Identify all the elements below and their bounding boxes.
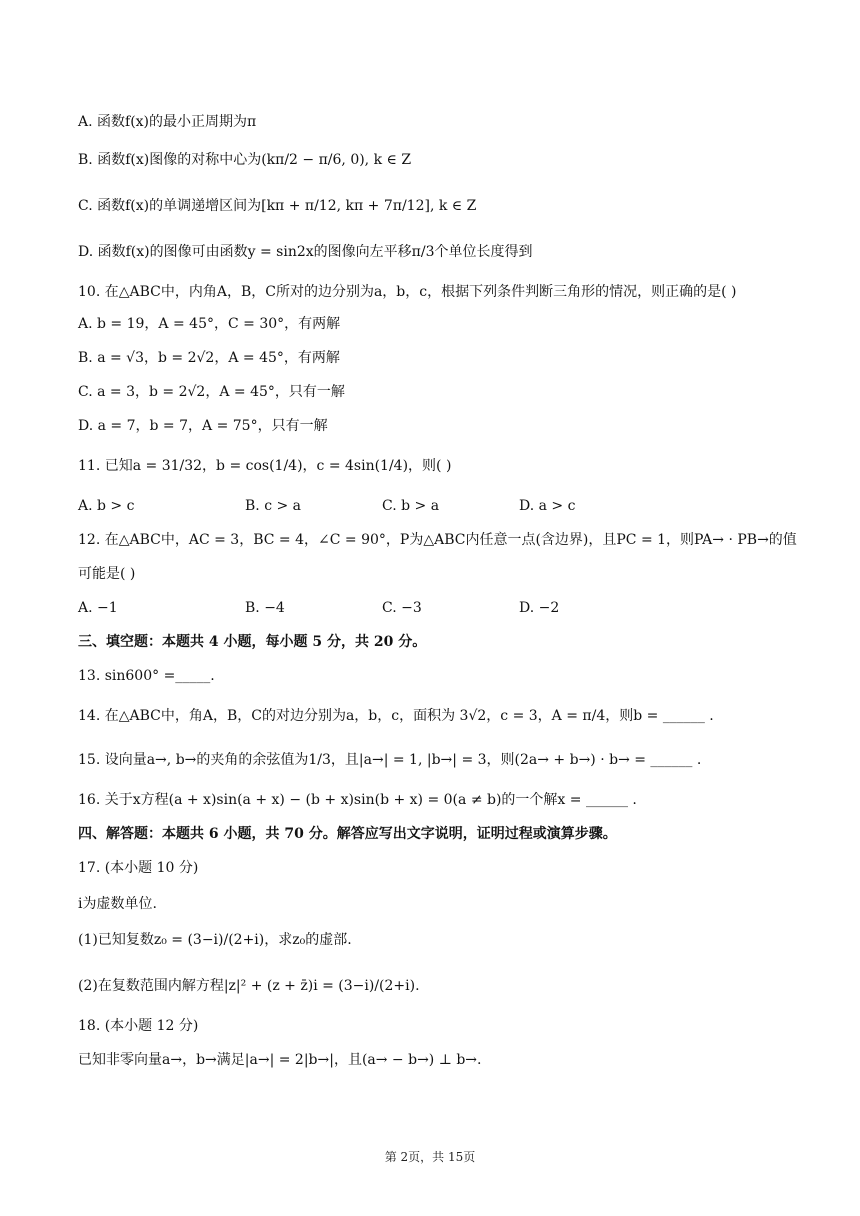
q11-option-a: A. b > c	[78, 498, 135, 514]
q9-option-b: B. 函数f(x)图像的对称中心为(kπ/2 − π/6, 0), k ∈ Z	[78, 152, 412, 168]
q17-part1: (1)已知复数z₀ = (3−i)/(2+i)，求z₀的虚部.	[78, 932, 352, 948]
q11-options	[78, 496, 778, 516]
q12-stem-line1: 12. 在△ABC中，AC = 3，BC = 4，∠C = 90°，P为△ABC内任意一点(含边界)，且PC = 1，则PA→ · PB→的值	[78, 532, 797, 548]
section3-heading: 三、填空题：本题共 4 小题，每小题 5 分，共 20 分。	[78, 634, 427, 650]
q10-stem: 10. 在△ABC中，内角A，B，C所对的边分别为a，b，c，根据下列条件判断三角形的情况，则正确的是( )	[78, 284, 737, 300]
q17-intro: i为虚数单位.	[78, 896, 157, 912]
page-footer: 第 2页，共 15页	[384, 1150, 476, 1164]
q12-options	[78, 598, 778, 618]
q11-option-b: B. c > a	[245, 498, 302, 514]
q12-option-d: D. −2	[519, 600, 560, 616]
q10-option-b: B. a = √3，b = 2√2，A = 45°，有两解	[78, 350, 340, 366]
q9-option-a: A. 函数f(x)的最小正周期为π	[78, 114, 257, 130]
q15: 15. 设向量a→, b→的夹角的余弦值为1/3，且|a→| = 1, |b→| = 3，则(2a→ + b→) · b→ = ______ .	[78, 752, 702, 768]
section4-heading: 四、解答题：本题共 6 小题，共 70 分。解答应写出文字说明，证明过程或演算步骤。	[78, 826, 617, 842]
q18-title: 18. (本小题 12 分)	[78, 1018, 199, 1034]
q10-option-c: C. a = 3，b = 2√2，A = 45°，只有一解	[78, 384, 345, 400]
q10-option-a: A. b = 19，A = 45°，C = 30°，有两解	[78, 316, 341, 332]
q12-option-a: A. −1	[78, 600, 118, 616]
q12-option-c: C. −3	[382, 600, 422, 616]
q16: 16. 关于x方程(a + x)sin(a + x) − (b + x)sin(b + x) = 0(a ≠ b)的一个解x = ______ .	[78, 792, 637, 808]
q12-option-b: B. −4	[245, 600, 285, 616]
q11-option-c: C. b > a	[382, 498, 440, 514]
q17-part2: (2)在复数范围内解方程|z|² + (z + z̄)i = (3−i)/(2+i).	[78, 978, 420, 994]
q17-title: 17. (本小题 10 分)	[78, 860, 199, 876]
q10-option-d: D. a = 7，b = 7，A = 75°，只有一解	[78, 418, 328, 434]
q9-option-c: C. 函数f(x)的单调递增区间为[kπ + π/12, kπ + 7π/12], k ∈ Z	[78, 198, 477, 214]
q12-stem-line2: 可能是( )	[78, 566, 136, 582]
q14: 14. 在△ABC中，角A，B，C的对边分别为a，b，c，面积为 3√2，c = 3，A = π/4，则b = ______ .	[78, 708, 714, 724]
q11-option-d: D. a > c	[519, 498, 576, 514]
q9-option-d: D. 函数f(x)的图像可由函数y = sin2x的图像向左平移π/3个单位长度得到	[78, 244, 533, 260]
q18-intro: 已知非零向量a→，b→满足|a→| = 2|b→|，且(a→ − b→) ⊥ b→.	[78, 1052, 482, 1068]
q13: 13. sin600° =_____.	[78, 668, 215, 684]
q11-stem: 11. 已知a = 31/32，b = cos(1/4)，c = 4sin(1/4)，则( )	[78, 458, 452, 474]
